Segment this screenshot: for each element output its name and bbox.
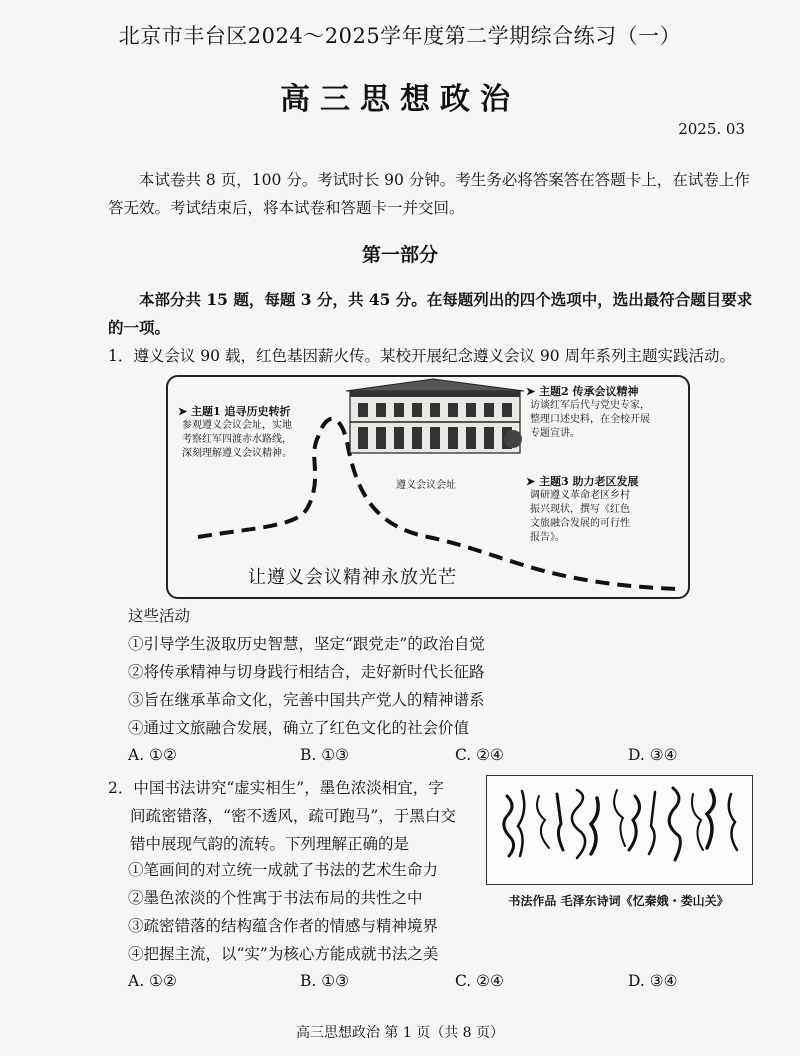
exam-instructions: 本试卷共 8 页，100 分。考试时长 90 分钟。考生务必将答案答在答题卡上，在试卷上作答无效。考试结束后，将本试卷和答题卡一并交回。 <box>108 171 750 217</box>
q1-option-4: ④通过文旅融合发展，确立了红色文化的社会价值 <box>128 719 470 737</box>
q1-option-1: ①引导学生汲取历史智慧，坚定“跟党走”的政治自觉 <box>128 635 485 653</box>
exam-title: 北京市丰台区2024～2025学年度第二学期综合练习（一） <box>118 24 682 48</box>
calligraphy-image <box>486 775 753 885</box>
q2-option-3: ③疏密错落的结构蕴含作者的情感与精神境界 <box>128 917 439 935</box>
theme3-title: ➤ 主题3 助力老区发展 <box>526 475 639 488</box>
q2-answer-c: C. ②④ <box>455 972 504 990</box>
theme2-title: ➤ 主题2 传承会议精神 <box>526 385 639 398</box>
q1-answer-a: A. ①② <box>128 746 177 764</box>
theme1-body: 参观遵义会议会址，实地 考察红军四渡赤水路线， 深刻理解遵义会议精神。 <box>182 420 292 459</box>
q1-option-3: ③旨在继承革命文化，完善中国共产党人的精神谱系 <box>128 691 485 709</box>
theme3-body: 调研遵义革命老区乡村 振兴现状，撰写《红色 文旅融合发展的可行性 报告》。 <box>530 490 630 543</box>
part-title: 第一部分 <box>361 244 438 266</box>
subject-title: 高三思想政治 <box>280 82 520 117</box>
q2-answer-b: B. ①③ <box>300 972 350 990</box>
page-footer: 高三思想政治 第 1 页（共 8 页） <box>295 1025 505 1041</box>
part-instructions: 本部分共 15 题，每题 3 分，共 45 分。在每题列出的四个选项中，选出最符合题目要求的一项。 <box>108 290 753 337</box>
figure-slogan: 让遵义会议精神永放光芒 <box>248 567 457 588</box>
theme2-body: 访谈红军后代与党史专家， 整理口述史料，在全校开展 专题宣讲。 <box>530 400 650 439</box>
q1-answer-b: B. ①③ <box>300 746 350 764</box>
building-caption: 遵义会议会址 <box>396 480 456 491</box>
theme1-title: ➤ 主题1 追寻历史转折 <box>178 405 291 418</box>
calligraphy-strokes <box>487 776 752 884</box>
q1-answer-d: D. ③④ <box>628 746 678 764</box>
q1-answer-c: C. ②④ <box>455 746 504 764</box>
q2-option-4: ④把握主流，以“实”为核心方能成就书法之美 <box>128 945 439 963</box>
exam-date: 2025. 03 <box>678 120 745 138</box>
q2-option-2: ②墨色浓淡的个性寓于书法布局的共性之中 <box>128 889 423 907</box>
q2-stem: 2．中国书法讲究“虚实相生”，墨色浓淡相宜，字 间疏密错落，“密不透风，疏可跑马”，于黑白交 错中展现气韵的流转。下列理解正确的是 <box>108 779 456 853</box>
q2-answer-d: D. ③④ <box>628 972 678 990</box>
q2-option-1: ①笔画间的对立统一成就了书法的艺术生命力 <box>128 861 439 879</box>
calligraphy-caption: 书法作品 毛泽东诗词《忆秦娥・娄山关》 <box>508 894 729 908</box>
q2-answer-a: A. ①② <box>128 972 177 990</box>
q1-stem: 1．遵义会议 90 载，红色基因薪火传。某校开展纪念遵义会议 90 周年系列主题实践活动。 <box>108 347 736 365</box>
q1-figure <box>166 375 690 599</box>
q1-lead: 这些活动 <box>128 607 191 625</box>
q1-option-2: ②将传承精神与切身践行相结合，走好新时代长征路 <box>128 663 485 681</box>
zunyi-building-illustration <box>346 379 524 453</box>
